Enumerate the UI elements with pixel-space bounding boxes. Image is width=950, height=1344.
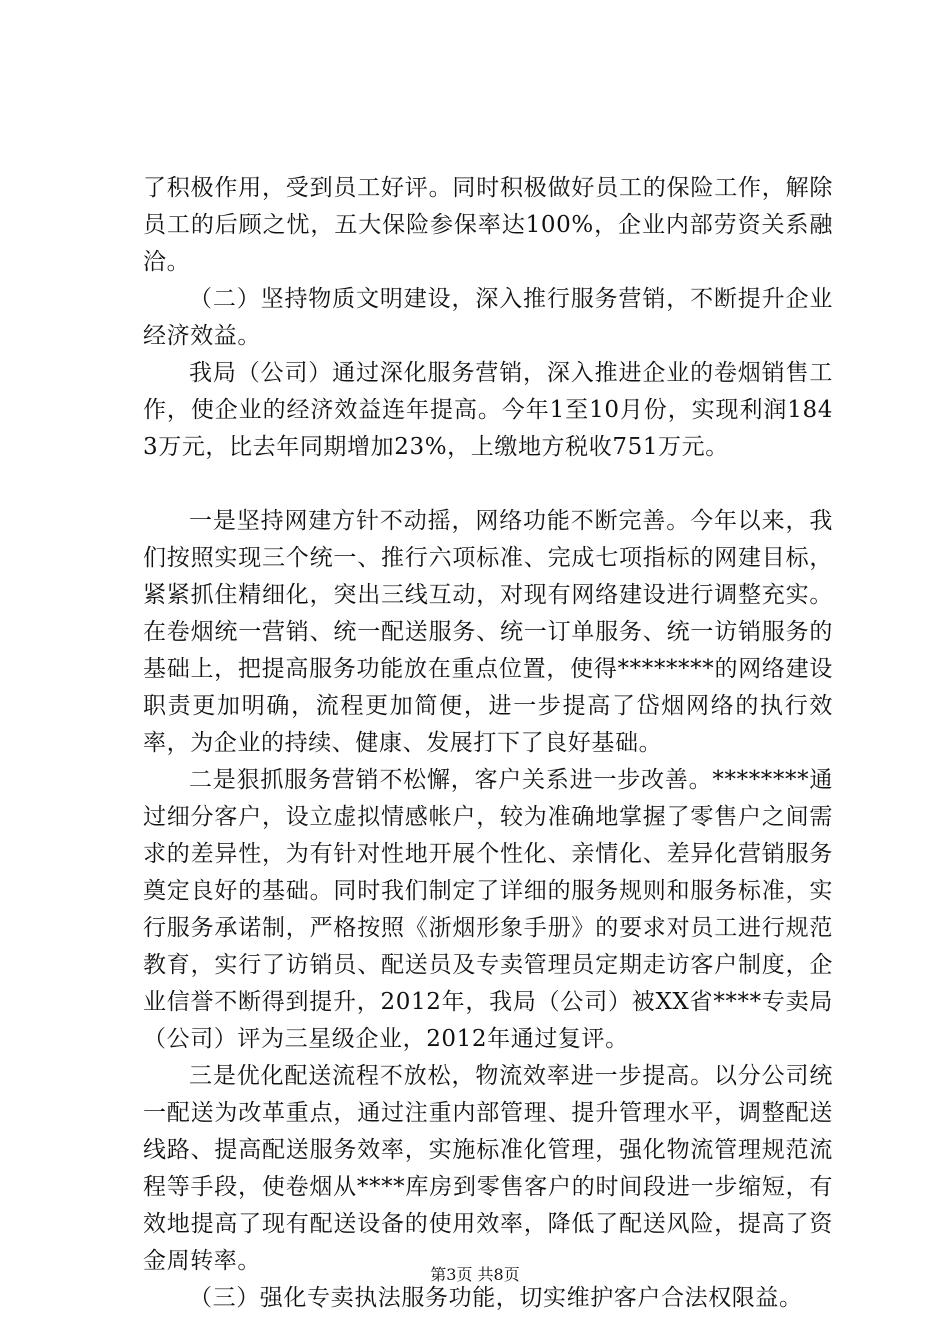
paragraph-network-construction: 一是坚持网建方针不动摇，网络功能不断完善。今年以来，我们按照实现三个统一、推行六项标准、完成七项指标的网建目标，紧紧抓住精细化，突出三线互动，对现有网络建设进行调整充实。在卷烟统一营销、统一配送服务、统一订单服务、统一访销服务的基础上，把提高服务功能放在重点位置，使得********的网络建设职责更加明确，流程更加简便，进一步提高了岱烟网络的执行效率，为企业的持续、健康、发展打下了良好基础。 [143, 508, 833, 756]
page-number-footer: 第3页 共8页 [430, 1265, 520, 1284]
section-heading-2: （二）坚持物质文明建设，深入推行服务营销，不断提升企业经济效益。 [143, 286, 833, 349]
paragraph-service-marketing: 二是狠抓服务营销不松懈，客户关系进一步改善。********通过细分客户，设立虚拟情感帐户，较为准确地掌握了零售户之间需求的差异性，为有针对性地开展个性化、亲情化、差异化营销服务奠定良好的基础。同时我们制定了详细的服务规则和服务标准，实行服务承诺制，严格按照《浙烟形象手册》的要求对员工进行规范教育，实行了访销员、配送员及专卖管理员定期走访客户制度，企业信誉不断得到提升，2012年，我局（公司）被XX省****专卖局（公司）评为三星级企业，2012年通过复评。 [143, 767, 833, 1052]
paragraph-gap [143, 466, 833, 503]
document-body [143, 170, 833, 1317]
paragraph-delivery-optimization: 三是优化配送流程不放松，物流效率进一步提高。以分公司统一配送为改革重点，通过注重内部管理、提升管理水平，调整配送线路、提高配送服务效率，实施标准化管理，强化物流管理规范流程等手段，使卷烟从****库房到零售客户的时间段进一步缩短，有效地提高了现有配送设备的使用效率，降低了配送风险，提高了资金周转率。 [143, 1063, 833, 1274]
paragraph-profit-summary: 我局（公司）通过深化服务营销，深入推进企业的卷烟销售工作，使企业的经济效益连年提高。今年1至10月份，实现利润1843万元，比去年同期增加23%，上缴地方税收751万元。 [143, 360, 833, 460]
paragraph-continuation: 了积极作用，受到员工好评。同时积极做好员工的保险工作，解除员工的后顾之忧，五大保险参保率达100%，企业内部劳资关系融洽。 [143, 175, 833, 275]
section-heading-3: （三）强化专卖执法服务功能，切实维护客户合法权限益。 [189, 1285, 803, 1311]
